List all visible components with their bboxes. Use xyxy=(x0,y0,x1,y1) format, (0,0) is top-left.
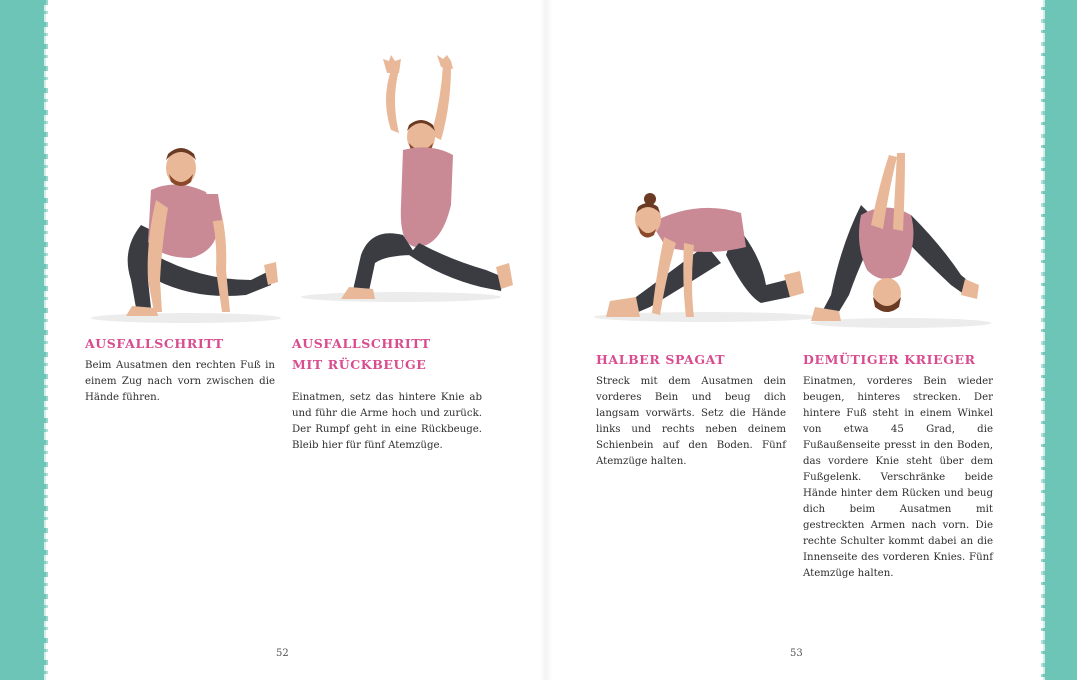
exercise-4-text: Einatmen, vorderes Bein wieder beugen, hinteres strecken. Der hintere Fuß steht in einem Winkel von etwa 45 Grad, die Fußaußenseite presst in den Boden, das vordere Knie steht über dem Fußgelenk. Verschränke beide Hände hinter dem Rücken und beug dich beim Ausatmen mit gestreckten Armen nach vorn. Die rechte Schulter kommt dabei an die Innenseite des vorderen Knies. Fünf Atemzüge halten. xyxy=(803,376,993,579)
exercise-2-text: Einatmen, setz das hintere Knie ab und führ die Arme hoch und zurück. Der Rumpf geht in eine Rückbeuge. Bleib hier für fünf Atemzüge. xyxy=(292,392,482,451)
photo-halber-spagat xyxy=(586,185,826,330)
photo-ausfallschritt xyxy=(76,130,286,330)
right-page xyxy=(546,0,1043,680)
exercise-4-title: DEMÜTIGER KRIEGER xyxy=(803,352,976,367)
exercise-3-title: HALBER SPAGAT xyxy=(596,352,726,367)
page-number-left: 52 xyxy=(276,648,289,659)
exercise-3-text: Streck mit dem Ausatmen dein vorderes Bein und beug dich langsam vorwärts. Setz die Hände links und rechts neben deinem Schienbein auf den Boden. Fünf Atemzüge halten. xyxy=(596,376,786,467)
page-number-right: 53 xyxy=(790,648,803,659)
exercise-2-title: AUSFALLSCHRITT MIT RÜCKBEUGE xyxy=(292,336,431,372)
exercise-1-text: Beim Ausatmen den rechten Fuß in einem Zug nach vorn zwischen die Hände führen. xyxy=(85,360,275,403)
left-page xyxy=(46,0,546,680)
photo-ausfallschritt-rueckbeuge xyxy=(291,55,516,320)
photo-demuetiger-krieger xyxy=(801,145,996,335)
book-spread xyxy=(46,0,1043,680)
exercise-1-title: AUSFALLSCHRITT xyxy=(85,336,224,351)
